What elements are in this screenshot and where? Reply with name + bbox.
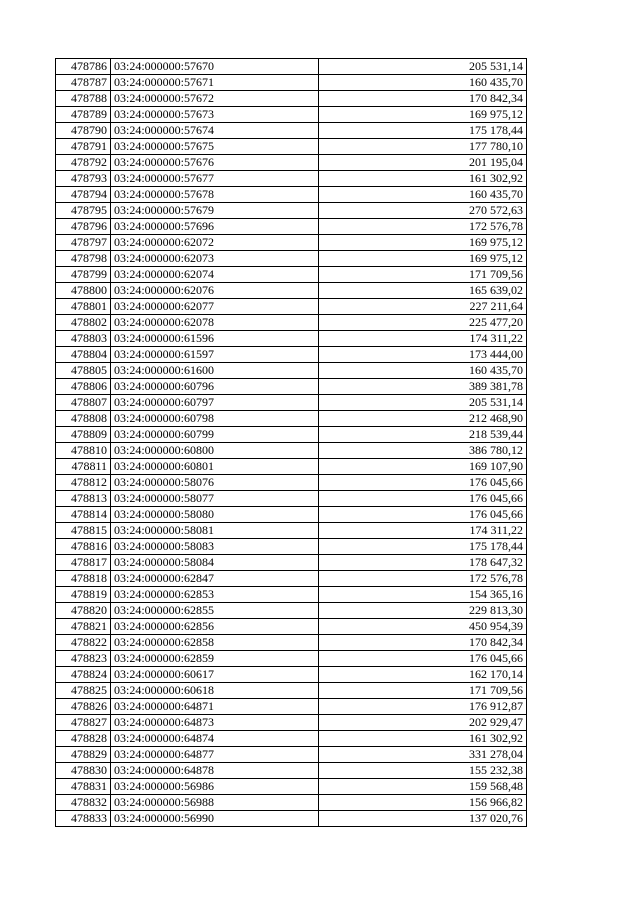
cadastral-number-cell: 03:24:000000:64874 [111,731,319,747]
row-number-cell: 478824 [56,667,111,683]
table-row [56,603,527,619]
row-number-cell: 478815 [56,523,111,539]
table-row [56,267,527,283]
cadastral-value-cell: 176 045,66 [319,475,527,491]
row-number-cell: 478798 [56,251,111,267]
row-number-cell: 478807 [56,395,111,411]
cadastral-value-cell: 161 302,92 [319,171,527,187]
row-number-cell: 478823 [56,651,111,667]
cadastral-number-cell: 03:24:000000:64873 [111,715,319,731]
cadastral-value-cell: 169 975,12 [319,251,527,267]
cadastral-value-cell: 155 232,38 [319,763,527,779]
table-row [56,331,527,347]
cadastral-number-cell: 03:24:000000:60617 [111,667,319,683]
table-row [56,363,527,379]
row-number-cell: 478790 [56,123,111,139]
row-number-cell: 478802 [56,315,111,331]
table-row [56,139,527,155]
cadastral-number-cell: 03:24:000000:60801 [111,459,319,475]
table-row [56,59,527,75]
table-row [56,459,527,475]
cadastral-value-cell: 156 966,82 [319,795,527,811]
cadastral-value-cell: 386 780,12 [319,443,527,459]
row-number-cell: 478796 [56,219,111,235]
cadastral-number-cell: 03:24:000000:62858 [111,635,319,651]
table-row [56,107,527,123]
cadastral-number-cell: 03:24:000000:60798 [111,411,319,427]
cadastral-value-cell: 160 435,70 [319,75,527,91]
cadastral-value-cell: 160 435,70 [319,187,527,203]
cadastral-value-cell: 218 539,44 [319,427,527,443]
cadastral-value-cell: 205 531,14 [319,59,527,75]
row-number-cell: 478830 [56,763,111,779]
cadastral-value-cell: 171 709,56 [319,683,527,699]
row-number-cell: 478832 [56,795,111,811]
cadastral-number-cell: 03:24:000000:64871 [111,699,319,715]
table-row [56,123,527,139]
cadastral-number-cell: 03:24:000000:62856 [111,619,319,635]
row-number-cell: 478803 [56,331,111,347]
cadastral-number-cell: 03:24:000000:58084 [111,555,319,571]
table-row [56,75,527,91]
table-row [56,491,527,507]
cadastral-value-cell: 212 468,90 [319,411,527,427]
cadastral-value-cell: 176 045,66 [319,491,527,507]
row-number-cell: 478814 [56,507,111,523]
row-number-cell: 478813 [56,491,111,507]
cadastral-number-cell: 03:24:000000:62073 [111,251,319,267]
cadastral-value-cell: 137 020,76 [319,811,527,827]
cadastral-number-cell: 03:24:000000:61596 [111,331,319,347]
table-row [56,475,527,491]
cadastral-number-cell: 03:24:000000:57679 [111,203,319,219]
row-number-cell: 478820 [56,603,111,619]
row-number-cell: 478800 [56,283,111,299]
cadastral-value-cell: 174 311,22 [319,331,527,347]
row-number-cell: 478810 [56,443,111,459]
cadastral-value-cell: 176 045,66 [319,651,527,667]
cadastral-value-cell: 178 647,32 [319,555,527,571]
row-number-cell: 478831 [56,779,111,795]
table-row [56,667,527,683]
table-row [56,651,527,667]
cadastral-value-cell: 171 709,56 [319,267,527,283]
table-row [56,779,527,795]
row-number-cell: 478811 [56,459,111,475]
cadastral-value-cell: 227 211,64 [319,299,527,315]
table-row [56,715,527,731]
row-number-cell: 478817 [56,555,111,571]
table-row [56,763,527,779]
row-number-cell: 478793 [56,171,111,187]
cadastral-number-cell: 03:24:000000:57678 [111,187,319,203]
row-number-cell: 478812 [56,475,111,491]
cadastral-value-cell: 172 576,78 [319,219,527,235]
cadastral-number-cell: 03:24:000000:58076 [111,475,319,491]
cadastral-number-cell: 03:24:000000:57696 [111,219,319,235]
table-row [56,299,527,315]
table-row [56,395,527,411]
row-number-cell: 478825 [56,683,111,699]
cadastral-value-cell: 169 107,90 [319,459,527,475]
table-row [56,203,527,219]
table-row [56,347,527,363]
row-number-cell: 478822 [56,635,111,651]
row-number-cell: 478801 [56,299,111,315]
cadastral-number-cell: 03:24:000000:62855 [111,603,319,619]
row-number-cell: 478827 [56,715,111,731]
table-row [56,171,527,187]
cadastral-number-cell: 03:24:000000:64878 [111,763,319,779]
table-row [56,91,527,107]
table-row [56,539,527,555]
cadastral-number-cell: 03:24:000000:57674 [111,123,319,139]
cadastral-value-cell: 162 170,14 [319,667,527,683]
table-row [56,523,527,539]
cadastral-number-cell: 03:24:000000:62076 [111,283,319,299]
cadastral-value-cell: 174 311,22 [319,523,527,539]
cadastral-value-cell: 159 568,48 [319,779,527,795]
table-row [56,411,527,427]
cadastral-number-cell: 03:24:000000:62074 [111,267,319,283]
row-number-cell: 478809 [56,427,111,443]
cadastral-value-cell: 165 639,02 [319,283,527,299]
cadastral-number-cell: 03:24:000000:57673 [111,107,319,123]
cadastral-number-cell: 03:24:000000:56990 [111,811,319,827]
row-number-cell: 478786 [56,59,111,75]
row-number-cell: 478828 [56,731,111,747]
cadastral-value-cell: 450 954,39 [319,619,527,635]
table-row [56,619,527,635]
cadastral-value-cell: 172 576,78 [319,571,527,587]
cadastral-value-cell: 389 381,78 [319,379,527,395]
row-number-cell: 478794 [56,187,111,203]
cadastral-value-cell: 331 278,04 [319,747,527,763]
table-row [56,811,527,827]
table-row [56,187,527,203]
row-number-cell: 478789 [56,107,111,123]
table-row [56,507,527,523]
cadastral-value-cell: 175 178,44 [319,123,527,139]
cadastral-value-cell: 177 780,10 [319,139,527,155]
cadastral-value-cell: 173 444,00 [319,347,527,363]
table-row [56,555,527,571]
row-number-cell: 478819 [56,587,111,603]
row-number-cell: 478804 [56,347,111,363]
cadastral-number-cell: 03:24:000000:58081 [111,523,319,539]
cadastral-value-cell: 176 045,66 [319,507,527,523]
cadastral-number-cell: 03:24:000000:62853 [111,587,319,603]
cadastral-value-cell: 229 813,30 [319,603,527,619]
row-number-cell: 478795 [56,203,111,219]
cadastral-number-cell: 03:24:000000:57677 [111,171,319,187]
cadastral-number-cell: 03:24:000000:57671 [111,75,319,91]
cadastral-number-cell: 03:24:000000:60618 [111,683,319,699]
table-row [56,571,527,587]
table-row [56,219,527,235]
cadastral-value-cell: 225 477,20 [319,315,527,331]
cadastral-value-cell: 160 435,70 [319,363,527,379]
cadastral-number-cell: 03:24:000000:56986 [111,779,319,795]
row-number-cell: 478826 [56,699,111,715]
cadastral-number-cell: 03:24:000000:57672 [111,91,319,107]
cadastral-value-cell: 175 178,44 [319,539,527,555]
table-row [56,731,527,747]
cadastral-value-cell: 170 842,34 [319,635,527,651]
table-row [56,155,527,171]
row-number-cell: 478833 [56,811,111,827]
cadastral-number-cell: 03:24:000000:64877 [111,747,319,763]
table-row [56,235,527,251]
cadastral-number-cell: 03:24:000000:61597 [111,347,319,363]
cadastral-number-cell: 03:24:000000:57670 [111,59,319,75]
row-number-cell: 478821 [56,619,111,635]
row-number-cell: 478792 [56,155,111,171]
row-number-cell: 478788 [56,91,111,107]
cadastral-value-cell: 169 975,12 [319,235,527,251]
row-number-cell: 478808 [56,411,111,427]
row-number-cell: 478829 [56,747,111,763]
cadastral-number-cell: 03:24:000000:58083 [111,539,319,555]
row-number-cell: 478818 [56,571,111,587]
cadastral-number-cell: 03:24:000000:60800 [111,443,319,459]
table-row [56,635,527,651]
cadastral-number-cell: 03:24:000000:60799 [111,427,319,443]
table-row [56,251,527,267]
cadastral-value-table [55,58,527,827]
table-row [56,699,527,715]
table-row [56,683,527,699]
row-number-cell: 478816 [56,539,111,555]
cadastral-value-cell: 161 302,92 [319,731,527,747]
table-row [56,747,527,763]
table-row [56,587,527,603]
cadastral-value-cell: 154 365,16 [319,587,527,603]
cadastral-value-cell: 201 195,04 [319,155,527,171]
cadastral-value-cell: 169 975,12 [319,107,527,123]
cadastral-value-cell: 170 842,34 [319,91,527,107]
cadastral-value-cell: 205 531,14 [319,395,527,411]
cadastral-number-cell: 03:24:000000:62859 [111,651,319,667]
cadastral-number-cell: 03:24:000000:62078 [111,315,319,331]
cadastral-number-cell: 03:24:000000:62072 [111,235,319,251]
row-number-cell: 478805 [56,363,111,379]
cadastral-value-cell: 202 929,47 [319,715,527,731]
row-number-cell: 478799 [56,267,111,283]
row-number-cell: 478797 [56,235,111,251]
table-row [56,379,527,395]
table-row [56,443,527,459]
table-row [56,795,527,811]
cadastral-number-cell: 03:24:000000:60796 [111,379,319,395]
table-row [56,315,527,331]
cadastral-value-cell: 270 572,63 [319,203,527,219]
cadastral-number-cell: 03:24:000000:58077 [111,491,319,507]
cadastral-number-cell: 03:24:000000:62077 [111,299,319,315]
cadastral-number-cell: 03:24:000000:62847 [111,571,319,587]
table-row [56,283,527,299]
cadastral-number-cell: 03:24:000000:58080 [111,507,319,523]
cadastral-number-cell: 03:24:000000:60797 [111,395,319,411]
row-number-cell: 478806 [56,379,111,395]
row-number-cell: 478791 [56,139,111,155]
cadastral-number-cell: 03:24:000000:61600 [111,363,319,379]
cadastral-number-cell: 03:24:000000:56988 [111,795,319,811]
cadastral-number-cell: 03:24:000000:57676 [111,155,319,171]
table-body [56,59,527,827]
cadastral-value-cell: 176 912,87 [319,699,527,715]
cadastral-number-cell: 03:24:000000:57675 [111,139,319,155]
row-number-cell: 478787 [56,75,111,91]
table-row [56,427,527,443]
